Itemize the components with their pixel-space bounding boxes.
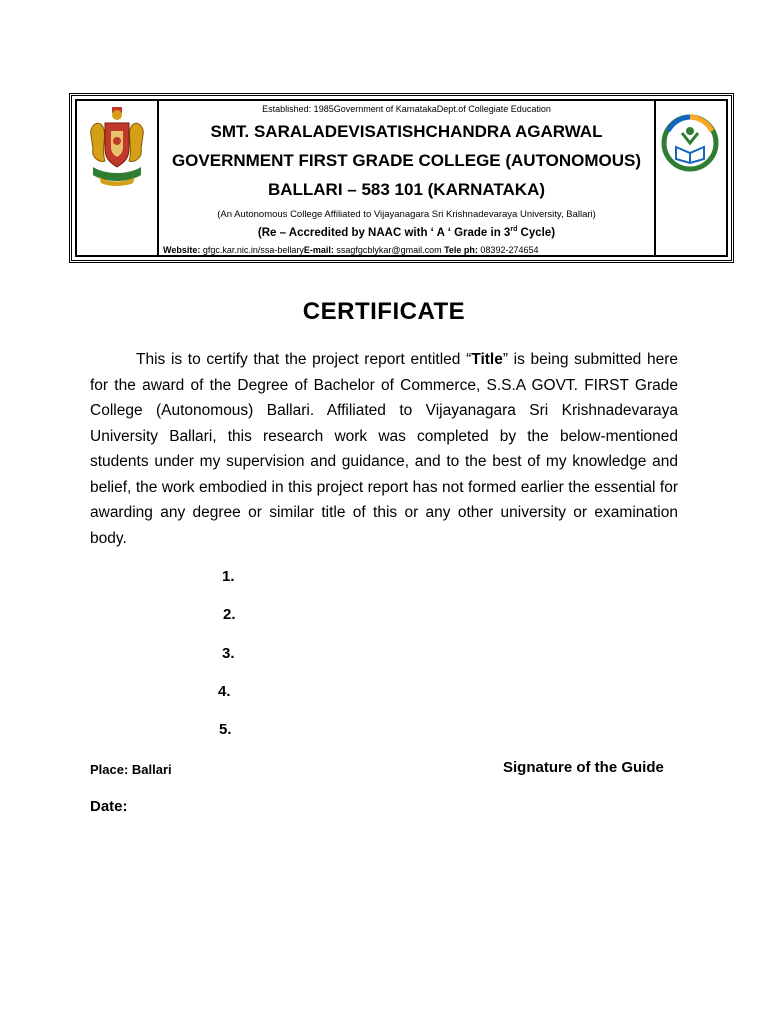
letterhead-box bbox=[69, 93, 734, 263]
logo-cell bbox=[654, 101, 726, 255]
letterhead-text bbox=[159, 101, 654, 255]
project-title-placeholder: Title bbox=[471, 351, 503, 368]
naac-text: (Re – Accredited by NAAC with ‘ A ‘ Grade in 3 bbox=[257, 226, 511, 239]
paragraph-text-start: This is to certify that the project report entitled “ bbox=[136, 351, 472, 368]
karnataka-emblem-icon bbox=[85, 105, 149, 189]
college-logo-icon bbox=[660, 103, 720, 183]
letterhead-inner-frame bbox=[75, 99, 728, 257]
student-number-2: 2. bbox=[223, 606, 236, 623]
date-label: Date: bbox=[90, 798, 128, 815]
naac-superscript: rd bbox=[510, 226, 518, 233]
naac-accreditation-line bbox=[159, 226, 654, 239]
email-label: E-mail: bbox=[303, 245, 334, 255]
phone-value: 08392-274654 bbox=[477, 245, 539, 255]
college-name-line-1: SMT. SARALADEVISATISHCHANDRA AGARWAL bbox=[210, 122, 603, 141]
student-number-4: 4. bbox=[218, 683, 231, 700]
student-number-3: 3. bbox=[222, 645, 235, 662]
place-label: Place: Ballari bbox=[90, 762, 172, 777]
email-value: ssagfgcblykar@gmail.com bbox=[333, 245, 445, 255]
student-number-1: 1. bbox=[222, 568, 235, 585]
established-line: Established: 1985Government of KarnatakaDept.of Collegiate Education bbox=[262, 104, 551, 114]
affiliation-line: (An Autonomous College Affiliated to Vijayanagara Sri Krishnadevaraya University, Ballari) bbox=[217, 209, 596, 220]
contact-line bbox=[163, 245, 538, 255]
phone-label: Tele ph: bbox=[444, 245, 478, 255]
guide-signature-label: Signature of the Guide bbox=[503, 759, 664, 776]
website-value: gfgc.kar.nic.in/ssa-bellary bbox=[200, 245, 304, 255]
college-name-line-2: GOVERNMENT FIRST GRADE COLLEGE (AUTONOMOUS) bbox=[171, 151, 642, 170]
paragraph-text-end: ” is being submitted here for the award of the Degree of Bachelor of Commerce, S.S.A GOVT. FIRST Grade College (Autonomous) Ballari. Affiliated to Vijayanagara Sri Krishnadevaraya University Ballari, this research work was completed by the below-mentioned students under my supervision and guidance, and to the best of my knowledge and belief, the work embodied in this project report has not formed earlier the essential for awarding any degree or similar title of this or any other university or examination body. bbox=[90, 351, 678, 547]
emblem-cell bbox=[77, 101, 159, 255]
certificate-paragraph bbox=[90, 347, 678, 551]
certificate-heading: CERTIFICATE bbox=[302, 298, 466, 325]
naac-text-end: Cycle) bbox=[517, 226, 556, 239]
college-address-line: BALLARI – 583 101 (KARNATAKA) bbox=[267, 180, 546, 199]
student-number-5: 5. bbox=[219, 721, 232, 738]
website-label: Website: bbox=[163, 245, 201, 255]
